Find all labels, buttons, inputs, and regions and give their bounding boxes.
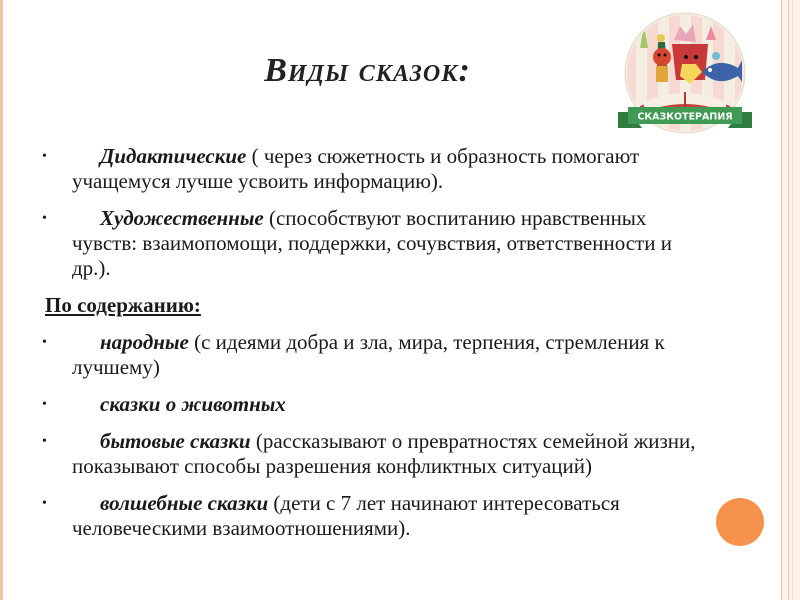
- list-item-didactic: [42, 144, 698, 194]
- item-term: сказки о животных: [100, 392, 286, 416]
- item-term: волшебные сказки: [100, 491, 269, 515]
- bullet: •: [42, 397, 47, 412]
- list-item-folk: [42, 330, 698, 380]
- logo-label: СКАЗКОТЕРАПИЯ: [637, 111, 733, 123]
- slide-content: [42, 144, 698, 553]
- list-item-artistic: [42, 206, 698, 281]
- item-text: (с идеями добра и зла, мира, терпения, стремления к лучшему): [72, 330, 665, 379]
- item-term: бытовые сказки: [100, 429, 251, 453]
- list-item-everyday: [42, 429, 698, 479]
- list-item-magic: [42, 491, 698, 541]
- decorative-orange-circle: [716, 498, 764, 546]
- bullet: •: [42, 434, 47, 449]
- section-heading: По содержанию:: [45, 293, 201, 317]
- slide-title: Виды сказок:: [264, 52, 471, 89]
- skazkoterapiya-logo: [610, 10, 760, 144]
- left-border-stripe: [0, 0, 3, 600]
- item-text: (способствуют воспитанию нравственных чувств: взаимопомощи, поддержки, сочувствия, ответственности и др.).: [72, 206, 672, 280]
- right-border-stripe: [781, 0, 800, 600]
- bullet: •: [42, 335, 47, 350]
- item-term: народные: [100, 330, 189, 354]
- bullet: •: [42, 149, 47, 164]
- list-item-animals: [42, 392, 698, 417]
- item-text: (дети с 7 лет начинают интересоваться человеческими взаимоотношениями).: [72, 491, 620, 540]
- item-term: Дидактические: [100, 144, 247, 168]
- item-text: (рассказывают о превратностях семейной жизни, показывают способы разрешения конфликтных ситуаций): [72, 429, 696, 478]
- item-term: Художественные: [100, 206, 264, 230]
- item-text: ( через сюжетность и образность помогают учащемуся лучше усвоить информацию).: [72, 144, 640, 193]
- bullet: •: [42, 496, 47, 511]
- bullet: •: [42, 211, 47, 226]
